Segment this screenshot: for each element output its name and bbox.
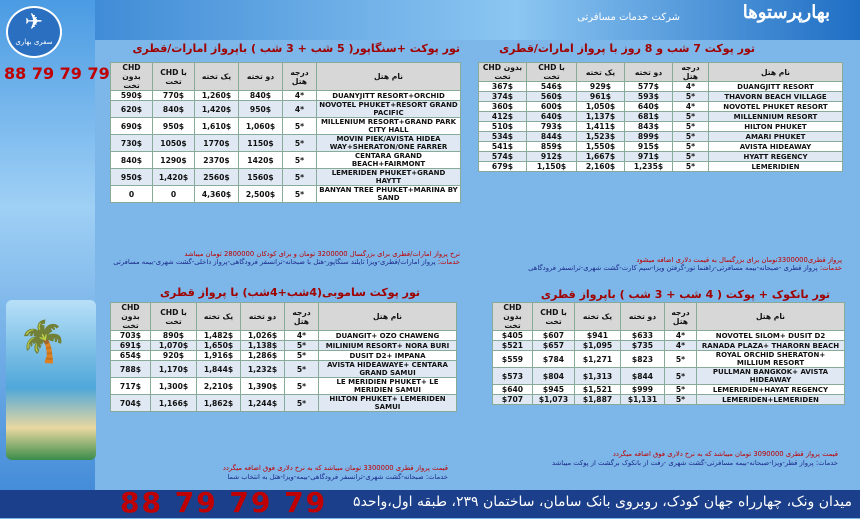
cell-single: 1,650$ [197, 341, 241, 351]
cell-double: 1,244$ [241, 395, 285, 412]
cell-double: 681$ [625, 112, 673, 122]
tour4-title: تور بانکوک + پوکت ( 4 شب + 3 شب ) باپرواز قطری [540, 288, 830, 301]
cell-stars: 5* [285, 395, 319, 412]
cell-hotel: MILLENNIUM RESORT [709, 112, 843, 122]
cell-double: 1,235$ [625, 162, 673, 172]
cell-chd-nobed: $559 [493, 351, 533, 368]
cell-single: 1,550$ [577, 142, 625, 152]
col-hotel: نام هتل [317, 63, 461, 91]
tour1-table [478, 62, 843, 172]
cell-chd-bed: $657 [533, 341, 575, 351]
cell-chd-bed: $945 [533, 385, 575, 395]
table-row [111, 118, 461, 135]
cell-hotel: NOVOTEL PHUKET RESORT [709, 102, 843, 112]
tour1-header-row [479, 63, 843, 82]
cell-stars: 5* [673, 92, 709, 102]
table-row [111, 331, 457, 341]
cell-stars: 5* [283, 152, 317, 169]
cell-stars: 4* [285, 331, 319, 341]
cell-stars: 5* [665, 368, 697, 385]
cell-hotel: THAVORN BEACH VILLAGE [709, 92, 843, 102]
cell-single: 4,360$ [195, 186, 239, 203]
cell-hotel: HILTON PHUKET [709, 122, 843, 132]
side-phone-number: 88 79 79 79 [4, 64, 110, 83]
cell-chd-nobed: 574$ [479, 152, 527, 162]
table-row [111, 152, 461, 169]
cell-chd-bed: 1290$ [153, 152, 195, 169]
cell-single: 2,210$ [197, 378, 241, 395]
table-row [479, 162, 843, 172]
cell-double: 899$ [625, 132, 673, 142]
cell-chd-bed: 859$ [527, 142, 577, 152]
cell-chd-bed: 950$ [153, 118, 195, 135]
cell-single: 2370$ [195, 152, 239, 169]
cell-double: 1,390$ [241, 378, 285, 395]
cell-double: 950$ [239, 101, 283, 118]
cell-stars: 5* [673, 132, 709, 142]
cell-chd-nobed: 704$ [111, 395, 151, 412]
cell-chd-bed: 1,070$ [151, 341, 197, 351]
cell-single: 1770$ [195, 135, 239, 152]
cell-single: 1,050$ [577, 102, 625, 112]
cell-stars: 5* [673, 112, 709, 122]
cell-double: $844 [621, 368, 665, 385]
cell-stars: 4* [673, 82, 709, 92]
cell-chd-nobed: $573 [493, 368, 533, 385]
table-row [111, 169, 461, 186]
table-row [111, 351, 457, 361]
company-logo [6, 6, 62, 58]
col-single: یک تخته [575, 303, 621, 331]
tour4-header-row [493, 303, 845, 331]
tour2-services-label: خدمات: [437, 258, 460, 266]
tour1-note-services [528, 264, 842, 272]
cell-double: 1560$ [239, 169, 283, 186]
cell-stars: 4* [665, 331, 697, 341]
cell-hotel: AVISTA HIDEAWAY [709, 142, 843, 152]
table-row [479, 122, 843, 132]
tour2-table [110, 62, 461, 203]
col-hotel: نام هتل [697, 303, 845, 331]
cell-chd-nobed: $640 [493, 385, 533, 395]
cell-stars: 4* [283, 91, 317, 101]
cell-stars: 5* [673, 152, 709, 162]
col-chd-nobed: CHD بدون تخت [111, 303, 151, 331]
cell-double: 1,286$ [241, 351, 285, 361]
tour1-note-price: پرواز قطری3300000تومان برای بزرگسال به قیمت دلاری اضافه میشود [636, 256, 842, 264]
cell-single: 2,160$ [577, 162, 625, 172]
table-row [111, 361, 457, 378]
cell-stars: 5* [665, 385, 697, 395]
tour4-table [492, 302, 845, 405]
cell-chd-bed: 546$ [527, 82, 577, 92]
cell-single: 1,916$ [197, 351, 241, 361]
cell-single: $1,521 [575, 385, 621, 395]
cell-chd-bed: 912$ [527, 152, 577, 162]
table-row [479, 92, 843, 102]
cell-chd-nobed: 730$ [111, 135, 153, 152]
cell-single: 1,420$ [195, 101, 239, 118]
cell-double: $999 [621, 385, 665, 395]
cell-stars: 5* [673, 162, 709, 172]
cell-stars: 5* [665, 351, 697, 368]
table-row [111, 135, 461, 152]
cell-hotel: LEMERIDEN+LEMERIDEN [697, 395, 845, 405]
cell-hotel: DUANYJITT RESORT+ORCHID [317, 91, 461, 101]
cell-double: $735 [621, 341, 665, 351]
col-chd-nobed: CHD بدون تخت [493, 303, 533, 331]
cell-chd-bed: 890$ [151, 331, 197, 341]
cell-hotel: MILINIUM RESORT+ NORA BURI [319, 341, 457, 351]
cell-single: 2560$ [195, 169, 239, 186]
cell-chd-nobed: $521 [493, 341, 533, 351]
col-chd-nobed: CHD بدون تخت [479, 63, 527, 82]
tour2-title: تور پوکت +سنگاپور( 5 شب + 3 شب ) باپرواز امارات/قطری [132, 42, 460, 55]
tour3-note-price: قیمت پرواز قطری 3300000 تومان میباشد که به نرخ دلاری فوق اضافه میگردد [222, 464, 448, 472]
col-single: یک تخته [195, 63, 239, 91]
cell-hotel: DUSIT D2+ IMPANA [319, 351, 457, 361]
col-chd-bed: CHD با تخت [533, 303, 575, 331]
cell-single: 1,523$ [577, 132, 625, 142]
cell-chd-bed: $784 [533, 351, 575, 368]
tour3-header-row [111, 303, 457, 331]
table-row [479, 142, 843, 152]
palm-tree-icon: 🌴 [18, 319, 68, 365]
cell-hotel: CENTARA GRAND BEACH+FAIRMONT [317, 152, 461, 169]
cell-double: 2,500$ [239, 186, 283, 203]
cell-double: 971$ [625, 152, 673, 162]
table-row [111, 341, 457, 351]
tour2-services: پرواز امارات/قطری-ویزا تایلند سنگاپور-هتل با صبحانه-ترانسفر فرودگاهی-پرواز داخلی-گشت شهری-بیمه مسافرتی [113, 258, 436, 266]
cell-single: $1,095 [575, 341, 621, 351]
cell-chd-nobed: 950$ [111, 169, 153, 186]
table-row [111, 91, 461, 101]
cell-hotel: LEMERIDIEN [709, 162, 843, 172]
col-stars: درجه هتل [283, 63, 317, 91]
cell-single: $1,887 [575, 395, 621, 405]
cell-single: 1,482$ [197, 331, 241, 341]
cell-chd-nobed: 788$ [111, 361, 151, 378]
cell-single: 961$ [577, 92, 625, 102]
table-row [493, 385, 845, 395]
cell-stars: 5* [283, 135, 317, 152]
cell-chd-bed: 793$ [527, 122, 577, 132]
cell-chd-bed: 920$ [151, 351, 197, 361]
col-hotel: نام هتل [319, 303, 457, 331]
cell-hotel: DUANGIT+ OZO CHAWENG [319, 331, 457, 341]
cell-chd-bed: $804 [533, 368, 575, 385]
tour1-services-label: خدمات: [819, 264, 842, 272]
cell-single: $1,271 [575, 351, 621, 368]
cell-stars: 5* [285, 351, 319, 361]
cell-double: 577$ [625, 82, 673, 92]
cell-single: 1,610$ [195, 118, 239, 135]
cell-double: 915$ [625, 142, 673, 152]
cell-chd-nobed: 703$ [111, 331, 151, 341]
cell-hotel: LEMERIDEN+HAYAT REGENCY [697, 385, 845, 395]
cell-single: 1,260$ [195, 91, 239, 101]
table-row [111, 186, 461, 203]
table-row [493, 395, 845, 405]
cell-single: 1,137$ [577, 112, 625, 122]
tour3-table [110, 302, 457, 412]
col-single: یک تخته [577, 63, 625, 82]
cell-chd-nobed: 620$ [111, 101, 153, 118]
cell-stars: 4* [665, 341, 697, 351]
cell-chd-nobed: 374$ [479, 92, 527, 102]
cell-chd-nobed: 840$ [111, 152, 153, 169]
cell-chd-nobed: 541$ [479, 142, 527, 152]
cell-chd-bed: 1,150$ [527, 162, 577, 172]
cell-hotel: HILTON PHUKET+ LEMERIDEN SAMUI [319, 395, 457, 412]
cell-hotel: MOVIN PIEK/AVISTA HIDEA WAY+SHERATON/ONE FARRER [317, 135, 461, 152]
col-double: دو تخته [241, 303, 285, 331]
cell-chd-bed: 1,166$ [151, 395, 197, 412]
tour2-note-price: نرخ پرواز امارات/قطری برای بزرگسال 3200000 تومان و برای کودکان 2800000 تومان میباشد [184, 250, 460, 258]
brand-header [577, 2, 830, 23]
col-stars: درجه هتل [665, 303, 697, 331]
cell-double: 1,026$ [241, 331, 285, 341]
cell-hotel: AMARI PHUKET [709, 132, 843, 142]
cell-stars: 4* [673, 102, 709, 112]
table-row [479, 102, 843, 112]
cell-single: 1,667$ [577, 152, 625, 162]
cell-chd-bed: 844$ [527, 132, 577, 142]
tour4-note-price: قیمت پرواز قطری 3090000 تومان میباشد که به نرخ دلاری فوق اضافه میگردد [612, 450, 838, 458]
cell-hotel: NOVOTEL PHUKET+RESORT GRAND PACIFIC [317, 101, 461, 118]
cell-hotel: LEMERIDEN PHUKET+GRAND HAYTT [317, 169, 461, 186]
cell-stars: 5* [285, 378, 319, 395]
col-hotel: نام هتل [709, 63, 843, 82]
cell-single: 1,862$ [197, 395, 241, 412]
cell-stars: 5* [283, 169, 317, 186]
cell-chd-nobed: 360$ [479, 102, 527, 112]
cell-stars: 5* [283, 186, 317, 203]
cell-hotel: AVISTA HIDEAWAYE+ CENTARA GRAND SAMUI [319, 361, 457, 378]
cell-chd-nobed: 412$ [479, 112, 527, 122]
col-chd-bed: CHD با تخت [527, 63, 577, 82]
cell-chd-bed: 1,300$ [151, 378, 197, 395]
table-row [493, 331, 845, 341]
cell-chd-bed: 1050$ [153, 135, 195, 152]
cell-chd-bed: 600$ [527, 102, 577, 112]
tour3-note-services: خدمات: صبحانه-گشت شهری-ترانسفر فرودگاهی-بیمه-ویزا-هتل به انتخاب شما [227, 473, 448, 481]
cell-chd-nobed: 0 [111, 186, 153, 203]
footer-address: میدان ونک، چهارراه جهان کودک، روبروی بانک سامان، ساختمان ۲۳۹، طبقه اول،واحد۵ [353, 494, 852, 510]
cell-double: $633 [621, 331, 665, 341]
table-row [493, 351, 845, 368]
cell-hotel: HYATT REGENCY [709, 152, 843, 162]
col-stars: درجه هتل [285, 303, 319, 331]
cell-chd-nobed: 534$ [479, 132, 527, 142]
cell-stars: 5* [673, 142, 709, 152]
cell-chd-bed: 1,170$ [151, 361, 197, 378]
table-row [493, 368, 845, 385]
table-row [479, 112, 843, 122]
table-row [111, 101, 461, 118]
cell-hotel: MILLENIUM RESORT+GRAND PARK CITY HALL [317, 118, 461, 135]
table-row [479, 132, 843, 142]
cell-chd-nobed: 510$ [479, 122, 527, 132]
cell-chd-bed: 1,420$ [153, 169, 195, 186]
col-double: دو تخته [625, 63, 673, 82]
col-double: دو تخته [239, 63, 283, 91]
cell-stars: 5* [673, 122, 709, 132]
cell-chd-nobed: 717$ [111, 378, 151, 395]
tour3-title: تور پوکت ساموبی(4شب+4شب) با پرواز قطری [159, 286, 420, 299]
table-row [111, 378, 457, 395]
table-row [479, 152, 843, 162]
cell-double: 593$ [625, 92, 673, 102]
cell-double: 1,060$ [239, 118, 283, 135]
cell-stars: 4* [283, 101, 317, 118]
cell-double: 1150$ [239, 135, 283, 152]
col-chd-bed: CHD با تخت [153, 63, 195, 91]
cell-stars: 5* [283, 118, 317, 135]
cell-chd-nobed: 367$ [479, 82, 527, 92]
cell-chd-nobed: 691$ [111, 341, 151, 351]
cell-chd-nobed: 690$ [111, 118, 153, 135]
logo-text: سفری بهاری [15, 38, 53, 46]
cell-hotel: LE MERIDIEN PHUKET+ LE MERIDIEN SAMUI [319, 378, 457, 395]
cell-hotel: PULLMAN BANGKOK+ AVISTA HIDEAWAY [697, 368, 845, 385]
cell-single: $1,313 [575, 368, 621, 385]
cell-chd-bed: $1,073 [533, 395, 575, 405]
cell-double: $1,131 [621, 395, 665, 405]
tour1-services: پرواز قطری -صبحانه-بیمه مسافرتی-راهنما تور-گرفتن ویزا-سیم کارت-گشت شهری-ترانسفر فرودگاهی [528, 264, 818, 272]
tour1-title: تور پوکت 7 شب و 8 روز با پرواز امارات/قطری [499, 42, 755, 55]
cell-double: 640$ [625, 102, 673, 112]
cell-hotel: ROYAL ORCHID SHERATON+ MILLIUM RESORT [697, 351, 845, 368]
cell-chd-bed: 560$ [527, 92, 577, 102]
cell-chd-bed: 640$ [527, 112, 577, 122]
cell-chd-nobed: 654$ [111, 351, 151, 361]
cell-chd-nobed: $405 [493, 331, 533, 341]
cell-double: 843$ [625, 122, 673, 132]
header-band [0, 0, 860, 40]
cell-chd-nobed: $707 [493, 395, 533, 405]
cell-double: 1420$ [239, 152, 283, 169]
table-row [111, 395, 457, 412]
cell-single: 1,411$ [577, 122, 625, 132]
footer-phone-number: 88 79 79 79 [120, 486, 328, 519]
brand-subtitle: شرکت خدمات مسافرتی [577, 12, 680, 23]
cell-single: $941 [575, 331, 621, 341]
cell-stars: 5* [665, 395, 697, 405]
tour2-note-services [113, 258, 460, 266]
table-row [493, 341, 845, 351]
cell-stars: 5* [285, 341, 319, 351]
cell-chd-bed: 0 [153, 186, 195, 203]
cell-hotel: DUANGJITT RESORT [709, 82, 843, 92]
cell-double: 1,138$ [241, 341, 285, 351]
cell-single: 929$ [577, 82, 625, 92]
col-chd-bed: CHD با تخت [151, 303, 197, 331]
cell-chd-nobed: 590$ [111, 91, 153, 101]
col-stars: درجه هتل [673, 63, 709, 82]
cell-stars: 5* [285, 361, 319, 378]
cell-chd-bed: $607 [533, 331, 575, 341]
cell-chd-nobed: 679$ [479, 162, 527, 172]
cell-hotel: RANADA PLAZA+ THARORN BEACH [697, 341, 845, 351]
cell-double: $823 [621, 351, 665, 368]
table-row [479, 82, 843, 92]
cell-double: 840$ [239, 91, 283, 101]
cell-single: 1,844$ [197, 361, 241, 378]
col-single: یک تخته [197, 303, 241, 331]
cell-double: 1,232$ [241, 361, 285, 378]
cell-hotel: NOVOTEL SILOM+ DUSIT D2 [697, 331, 845, 341]
tour4-note-services: خدمات: پرواز قطر-ویزا-صبحانه-بیمه مسافرتی-گشت شهری -رفت از بانکوک برگشت از پوکت میباشد [552, 459, 838, 467]
brand-name: بهارپرستوها [742, 2, 830, 23]
col-double: دو تخته [621, 303, 665, 331]
col-chd-nobed: CHD بدون تخت [111, 63, 153, 91]
cell-chd-bed: 770$ [153, 91, 195, 101]
cell-hotel: BANYAN TREE PHUKET+MARINA BY SAND [317, 186, 461, 203]
cell-chd-bed: 840$ [153, 101, 195, 118]
tour2-header-row [111, 63, 461, 91]
swallow-icon: ✈ [24, 10, 44, 35]
